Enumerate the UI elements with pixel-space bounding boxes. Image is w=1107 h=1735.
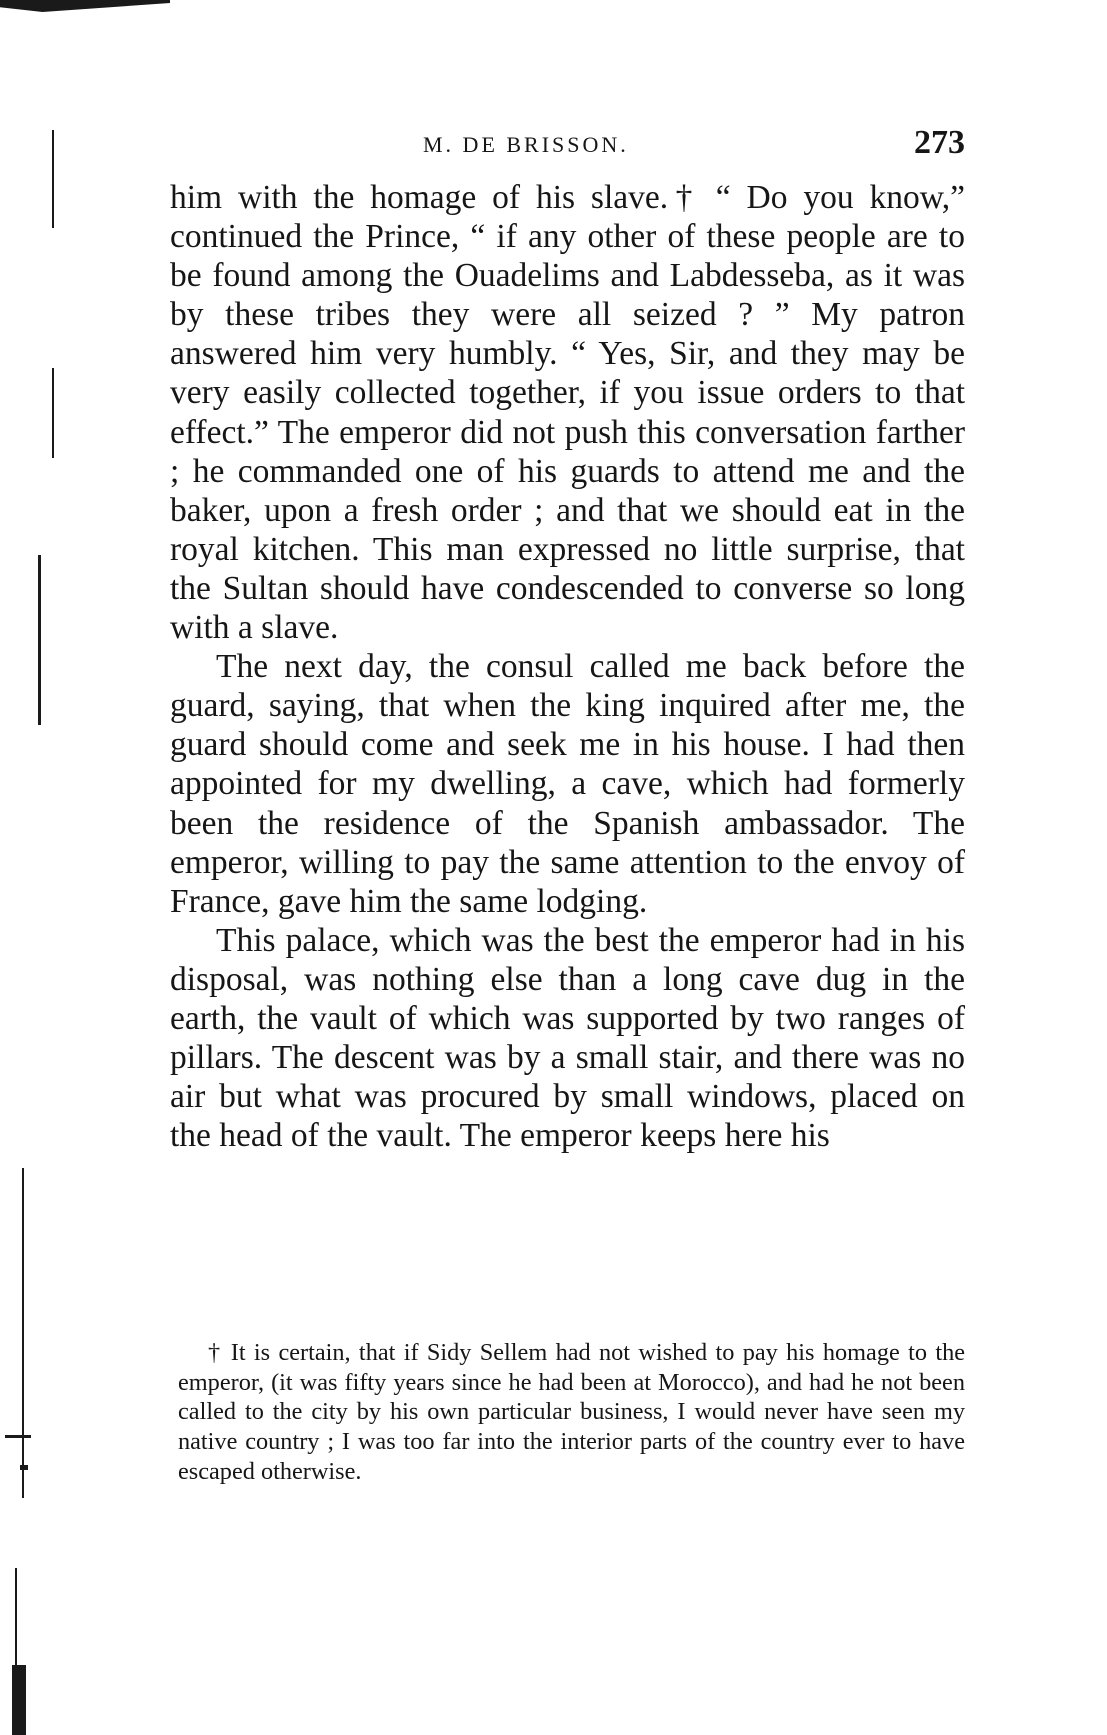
scan-edge-mark (52, 130, 54, 228)
paragraph: This palace, which was the best the emperor had in his disposal, was nothing else than a long cave dug in the earth, the vault of which was supported by two ranges of pillars. The descent was by a small stair, and there was no air but what was procured by small windows, placed on the head of the vault. The emperor keeps here his (170, 921, 965, 1155)
scan-edge-mark (38, 555, 41, 725)
scan-edge-mark (22, 1168, 24, 1498)
page-number: 273 (914, 124, 965, 161)
page-header (170, 124, 965, 170)
paragraph: him with the homage of his slave.† “ Do you know,” continued the Prince, “ if any other of these people are to be found among the Ouadelims and Labdesseba, as it was by these tribes they were all seized ? ” My patron answered him very humbly. “ Yes, Sir, and they may be very easily collected together, if you issue orders to that effect.” The emperor did not push this conversation farther ; he commanded one of his guards to attend me and the baker, upon a fresh order ; and that we should eat in the royal kitchen. This man expressed no little surprise, that the Sultan should have condescended to converse so long with a slave. (170, 179, 965, 647)
footnote: † It is certain, that if Sidy Sellem had not wished to pay his homage to the emperor, (it was fifty years since he had been at Morocco), and had he not been called to the city by his own particular business, I would never have seen my native country ; I was too far into the interior parts of the country ever to have escaped otherwise. (178, 1339, 965, 1485)
scan-edge-mark (52, 368, 54, 458)
scan-edge-mark (20, 1465, 28, 1470)
body-text (170, 178, 965, 1155)
scan-edge-mark (12, 1665, 26, 1735)
running-head: M. DE BRISSON. (423, 132, 629, 157)
scan-edge-mark (0, 0, 170, 12)
scan-edge-mark (5, 1435, 31, 1438)
paragraph: The next day, the consul called me back before the guard, saying, that when the king inquired after me, the guard should come and seek me in his house. I had then appointed for my dwelling, a cave, which had formerly been the residence of the Spanish ambassador. The emperor, willing to pay the same attention to the envoy of France, gave him the same lodging. (170, 648, 965, 920)
